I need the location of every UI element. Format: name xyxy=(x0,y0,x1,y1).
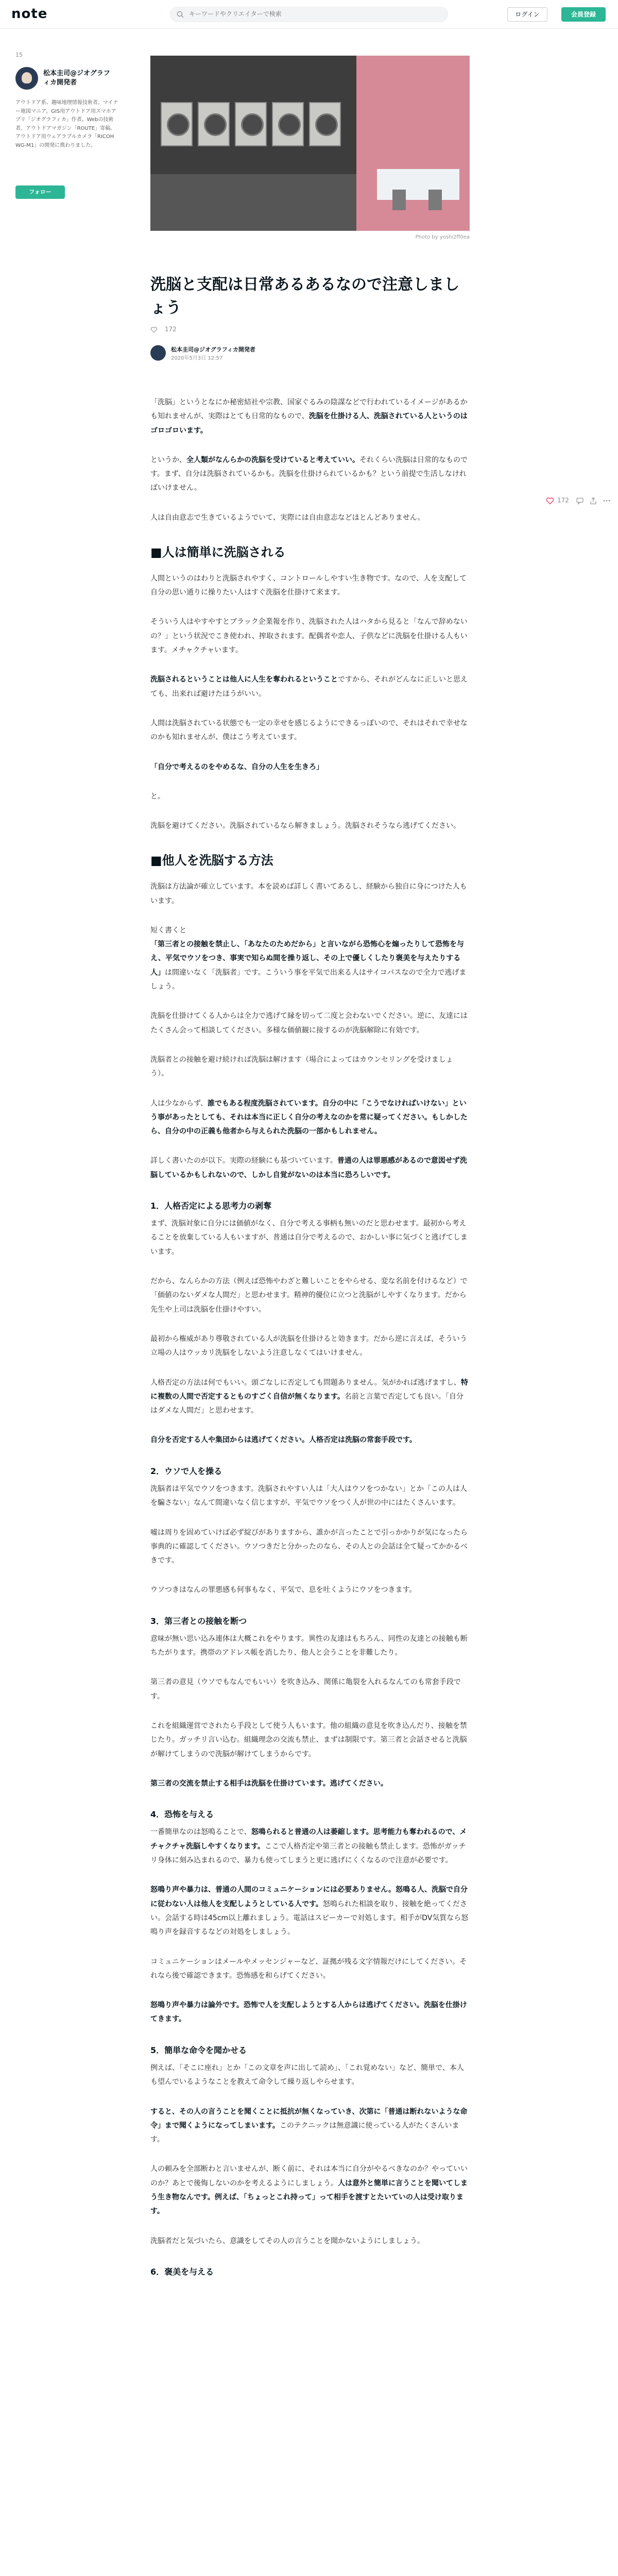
subsection-heading: 4．恐怖を与える xyxy=(150,1809,214,1820)
floating-actions xyxy=(546,495,613,507)
paragraph: 人の頼みを全部断わと言いませんが、断く前に、それは本当に自分がやるべきなのか？やっていいのか？あとで後悔しないのかを考えるようにしましょう。人は意外と簡単に言うことを聞いてしまう生き物なんです。例えば、「ちょっとこれ持って」って相手を渡すとたいていの人は受け取ります。 xyxy=(150,2165,468,2216)
more-icon[interactable] xyxy=(603,497,611,505)
paragraph: 洗脳は方法論が確立しています。本を読めば詳しく書いてあるし、経験から独自に身につけた人もいます。 xyxy=(150,883,467,905)
paragraph: これを組織運営でされたら手段として使う人もいます。他の組織の意見を吹き込んだり、接触を禁じたり。ガッチリ言い込む。組織理念の交流も禁止、まずは制限です。第三者と会話させると洗脳が解けてしまうので洗脳が解けてしまうからです。 xyxy=(150,1722,467,1758)
article-author-avatar[interactable] xyxy=(150,345,166,361)
paragraph: まず、洗脳対象に自分には価値がなく、自分で考える事柄も無いのだと思わせます。最初から考えることを放棄している人もいますが、普通は自分で考えるので、おかしい事に気づくと逃げてしまいます。 xyxy=(150,1219,468,1256)
subsection-heading: 1．人格否定による思考力の剥奪 xyxy=(150,1200,272,1211)
photo-credit[interactable]: Photo by yoshi2ff0ea xyxy=(415,234,470,240)
heart-icon[interactable] xyxy=(546,497,554,505)
paragraph: というか、全人類がなんらかの洗脳を受けていると考えていい。それくらい洗脳は日常的なものです。まず、自分は洗脳されているかも。洗脳を仕掛けられているかも？という前提で生活しなければいけません。 xyxy=(150,455,468,493)
paragraph: 洗脳者は平気でウソをつきます。洗脳されやすい人は「大人はウソをつかない」とか「この人は人を騙さない」なんて間違いなく信じますが、平気でウソをつく人が世の中にはたくさんいます。 xyxy=(150,1484,467,1507)
paragraph: ウソつきはなんの罪悪感も何事もなく、平気で、息を吐くようにウソをつきます。 xyxy=(150,1586,417,1595)
author-avatar[interactable] xyxy=(15,67,38,90)
like-row xyxy=(150,326,177,333)
subsection-heading: 5．簡単な命令を聞かせる xyxy=(150,2045,247,2055)
paragraph: 洗脳者との接触を避け続ければ洗脳は解けます（場合によってはカウンセリングを受けましょう）。 xyxy=(150,1055,453,1078)
paragraph: 詳しく書いたのが以下。実際の経験にも基づいています。普通の人は罪悪感があるので意図せず洗脳しているかもしれないので、しかし自覚がないのは本当に恐ろしいです。 xyxy=(150,1157,467,1179)
note-logo[interactable]: note xyxy=(11,6,48,22)
heart-icon[interactable] xyxy=(150,326,158,333)
follow-button[interactable]: フォロー xyxy=(15,185,65,199)
author-bio: アウトドア系、趣味地理情報技術者。マイナー地図マニア。GIS用アウトドア用スマホアプリ「ジオグラフィカ」作者。Webの技術者。アウトドアマガジン「ROUTE」寄稿。アウトドア用ウェアラブルカメラ「RICOH WG-M1」の開発に携わりました。 xyxy=(15,100,118,148)
author-sidebar xyxy=(15,52,118,195)
paragraph: すると、その人の言うことを聞くことに抵抗が無くなっていき、次第に「普通は断れないような命令」まで聞くようになってしまいます。このテクニックは無意識に使っている人がたくさんいます。 xyxy=(150,2107,468,2144)
paragraph: 洗脳を仕掛けてくる人からは全力で逃げて縁を切って二度と会わないでください。逆に、友達にはたくさん会って相談してください。多様な価値観に接するのが洗脳解除に有効です。 xyxy=(150,1012,468,1035)
section-heading: ■人は簡単に洗脳される xyxy=(150,545,286,560)
paragraph: 自分を否定する人や集団からは逃げてください。人格否定は洗脳の常套手段です。 xyxy=(150,1436,417,1445)
paragraph: 嘘は周りを固めていけば必ず綻びがありますから、誰かが言ったことで引っかかりが気になったら事典的に確認してください。ウソつきだと分かったのなら、その人との会話は全て疑ってかかるべきです。 xyxy=(150,1528,468,1565)
article-body xyxy=(150,396,470,2283)
paragraph: 洗脳されるということは他人に人生を奪われるということですから、それがどんなに正しいと思えても、出来れば避けたほうがいい。 xyxy=(150,675,468,698)
paragraph: 人格否定の方法は何でもいい。頭ごなしに否定しても問題ありません。気がかれば逃げますし、特に複数の人間で否定するとものすごく自信が無くなります。名前と言葉で否定しても良い。「自分はダメな人間だ」と思わせます。 xyxy=(150,1378,468,1415)
paragraph: だから、なんらかの方法（例えば恐怖やわざと難しいことをやらせる、変な名前を付けるなど）で「価値のないダメな人間だ」と思わせます。精神的優位に立つと洗脳がしやすくなります。だから先生や上司は洗脳を仕掛けやすい。 xyxy=(150,1277,468,1314)
article-author-name[interactable]: 松本圭司@ジオグラフィカ開発者 xyxy=(171,346,255,353)
section-heading: ■他人を洗脳する方法 xyxy=(150,853,273,868)
author-name[interactable]: 松本圭司@ジオグラフィカ開発者 xyxy=(43,70,110,87)
paragraph: 洗脳を避けてください。洗脳されているなら解きましょう。洗脳されそうなら逃げてください。 xyxy=(150,822,460,831)
paragraph: 人は自由意志で生きているようでいて、実際には自由意志などほとんどありません。 xyxy=(150,513,425,522)
like-count: 172 xyxy=(164,326,177,333)
paragraph: 例えば、「そこに座れ」とか「この文章を声に出して読め」、「これ覚めない」など、簡単で、本人も望んでいるようなことを教えて命令して繰り返しやらせます。 xyxy=(150,2063,464,2087)
top-bar xyxy=(0,0,618,29)
search-icon xyxy=(177,11,184,18)
paragraph: そういう人はやすやすとブラック企業報を作り、洗脳された人はハタから見ると「なんで辞めないの？」という状況でこき使われ、搾取されます。配偶者や恋人、子供などに洗脳を仕掛ける人もいます。メチャクチャいます。 xyxy=(150,618,468,655)
paragraph: 一番簡単なのは怒鳴ることで、怒鳴られると普通の人は萎縮します。思考能力も奪われるので、メチャクチャ洗脳しやすくなります。ここで人格否定や第三者との接触も禁止します。恐怖がガッチリ身体に刻み込まれるので、暴力も使ってしまうと更に逃げにくくなるので注意が必要です。 xyxy=(150,1828,467,1865)
paragraph: 洗脳者だと気づいたら、意識をしてその人の言うことを聞かないようにしましょう。 xyxy=(150,2236,424,2245)
share-icon[interactable] xyxy=(589,497,597,505)
paragraph: 怒鳴り声や暴力は、普通の人間のコミュニケーションには必要ありません。怒鳴る人、洗脳で自分に従わない人は他人を支配しようとしている人です。怒鳴られた相談を取り、接触を絶ってください。会話する時は45cm以上離れましょう。電話はスピーカーで対処します。相手がDV気質なら怒鳴り声を録音するなどの対処をしましょう。 xyxy=(150,1886,469,1937)
paragraph: コミュニケーションはメールやメッセンジャーなど、証拠が残る文字情報だけにしてください。それなら後で確認できます。恐怖感を和らげてください。 xyxy=(150,1957,467,1980)
comment-icon[interactable] xyxy=(576,497,584,505)
paragraph: 人間というのはわりと洗脳されやすく、コントロールしやすい生き物です。なので、人を支配して自分の思い通りに操りたい人はすぐ洗脳を仕掛けて来ます。 xyxy=(150,574,467,597)
subsection-heading: 6．褒美を与える xyxy=(150,2266,214,2277)
paragraph: と。 xyxy=(150,792,165,801)
paragraph: 「洗脳」というとなにか秘密結社や宗教、国家ぐるみの陰謀などで行われているイメージがあるかも知れませんが、実際はとても日常的なもので、洗脳を仕掛ける人、洗脳されている人というのはゴロゴロいます。 xyxy=(150,398,468,435)
paragraph: 人は少なからず、誰でもある程度洗脳されています。自分の中に「こうでなければいけない」という事があったとしても、それは本当に正しく自分の考えなのかを常に疑ってください。もしかしたら、自分の中の正義も他者から与えられた洗脳の一部かもしれません。 xyxy=(150,1099,468,1136)
paragraph: 第三者の意見（ウソでもなんでもいい）を吹き込み、関係に亀裂を入れるなんてのも常套手段です。 xyxy=(150,1678,461,1701)
paragraph: 意味が無い思い込み連体は大概これをやります。異性の友達はもちろん、同性の友達との接触も断ちたがります。携帯のアドレス帳を消したり、他人と会うことを非難したり。 xyxy=(150,1634,468,1657)
article-author-row xyxy=(150,345,356,363)
hero-image xyxy=(150,56,470,231)
signup-button[interactable]: 会員登録 xyxy=(561,7,606,22)
search-box[interactable] xyxy=(170,7,448,22)
subsection-heading: 3．第三者との接触を断つ xyxy=(150,1616,247,1626)
paragraph: 人間は洗脳されている状態でも一定の幸せを感じるようにできるっぽいので、それはそれで幸せなのかも知れませんが、僕はこう考えています。 xyxy=(150,719,468,742)
quote: 「自分で考えるのをやめるな、自分の人生を生きろ」 xyxy=(150,762,323,771)
search-input[interactable] xyxy=(189,10,436,18)
article-title: 洗脳と支配は日常あるあるなので注意しましょう xyxy=(150,276,459,317)
sidebar-label: 15 xyxy=(15,52,23,58)
floating-like-count: 172 xyxy=(557,497,569,504)
paragraph: 第三者の交流を禁止する相手は洗脳を仕掛けています。逃げてください。 xyxy=(150,1779,388,1788)
article-date: 2020年5月3日 12:57 xyxy=(171,355,223,361)
login-button[interactable]: ログイン xyxy=(507,7,547,22)
paragraph: 最初から権威があり尊敬されている人が洗脳を仕掛けると効きます。だから逆に言えば、そういう立場の人はウッカリ洗脳をしないよう注意しなくてはいけません。 xyxy=(150,1334,467,1358)
paragraph: 「第三者との接触を禁止し、「あなたのためだから」と言いながら恐怖心を煽ったりして恐怖を与え、平気でウソをつき、事実で知らぬ間を操り返し、その上で優しくしたり褒美を与えたりする人」は間違いなく「洗脳者」です。こういう事を平気で出来る人はサイコパスなので全力で逃げましょう。 xyxy=(150,940,467,991)
subsection-heading: 2．ウソで人を操る xyxy=(150,1466,222,1476)
paragraph: 短く書くと xyxy=(150,926,186,935)
paragraph: 怒鳴り声や暴力は論外です。恐怖で人を支配しようとする人からは逃げてください。洗脳を仕掛けてきます。 xyxy=(150,2001,467,2024)
